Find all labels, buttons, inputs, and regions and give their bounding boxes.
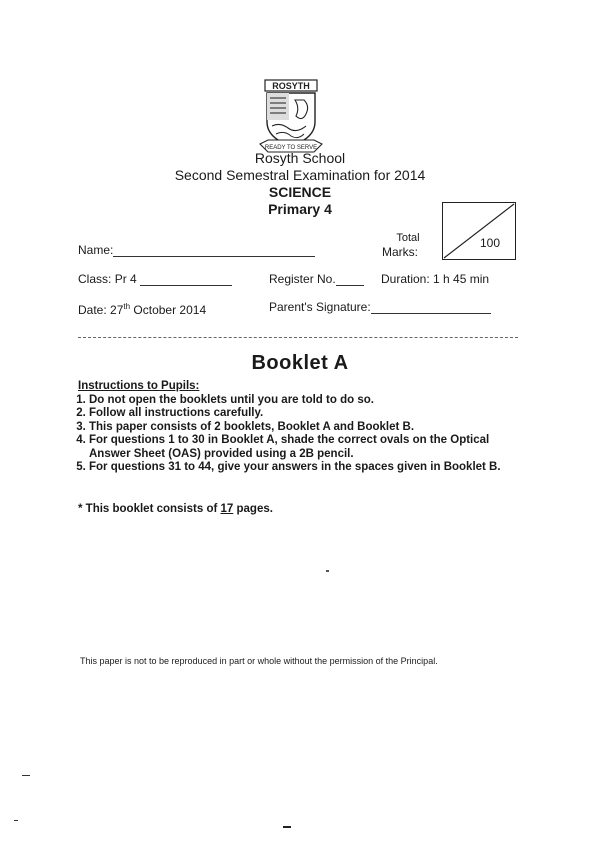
pages-note-prefix: * This booklet consists of [78,503,218,515]
date-label: Date: [78,303,107,317]
class-value: Pr 4 [114,272,137,286]
instruction-item: 4. For questions 1 to 30 in Booklet A, shade the correct ovals on the Optical Answer Sheet (OAS) provided using a 2B pencil. [89,434,518,461]
page-count: 17 [220,503,234,515]
instructions [78,380,518,475]
exam-title: Second Semestral Examination for 2014 [174,167,426,183]
scan-mark [283,826,291,828]
level-title: Primary 4 [268,201,332,217]
crest-banner-text: ROSYTH [272,81,310,91]
total-label: Total [396,232,420,244]
instructions-title: Instructions to Pupils: [78,380,200,392]
name-label: Name: [78,243,114,257]
instruction-item: 2. Follow all instructions carefully. [89,407,518,421]
school-name: Rosyth School [254,150,346,166]
parent-signature-label: Parent's Signature: [269,300,371,314]
register-label: Register No. [269,272,336,286]
subject-title: SCIENCE [268,184,332,200]
parent-signature-field [269,300,491,314]
register-field [269,272,364,286]
class-field [78,272,232,286]
copyright-footer: This paper is not to be reproduced in part or whole without the permission of the Principal. [80,656,438,666]
class-blank-line [140,275,232,286]
class-label: Class: [78,272,112,286]
scan-speck [22,775,30,776]
marks-label: Marks: [382,245,418,259]
instruction-item: 1. Do not open the booklets until you are told to do so. [89,394,518,408]
date-field [78,300,206,317]
instructions-list [78,394,518,475]
pages-note [78,503,273,515]
parent-signature-blank-line [371,303,491,314]
total-marks-value: 100 [480,236,501,250]
date-suffix: th [123,302,131,311]
name-blank-line [113,246,315,257]
instruction-item: 3. This paper consists of 2 booklets, Booklet A and Booklet B. [89,421,518,435]
section-divider [78,337,518,338]
register-blank-line [336,275,364,286]
scan-speck [14,820,18,821]
pages-note-suffix: pages. [236,503,273,515]
date-rest: October 2014 [133,303,207,317]
crest-motto: READY TO SERVE [264,145,318,151]
booklet-title: Booklet A [251,352,349,374]
name-field [78,243,315,257]
date-day: 27 [110,303,124,317]
scan-speck [326,570,329,572]
instruction-item: 5. For questions 31 to 44, give your answers in the spaces given in Booklet B. [89,461,518,475]
marks-box-diagonal [442,202,516,260]
duration-text: Duration: 1 h 45 min [381,272,490,286]
school-crest-logo [258,78,324,156]
